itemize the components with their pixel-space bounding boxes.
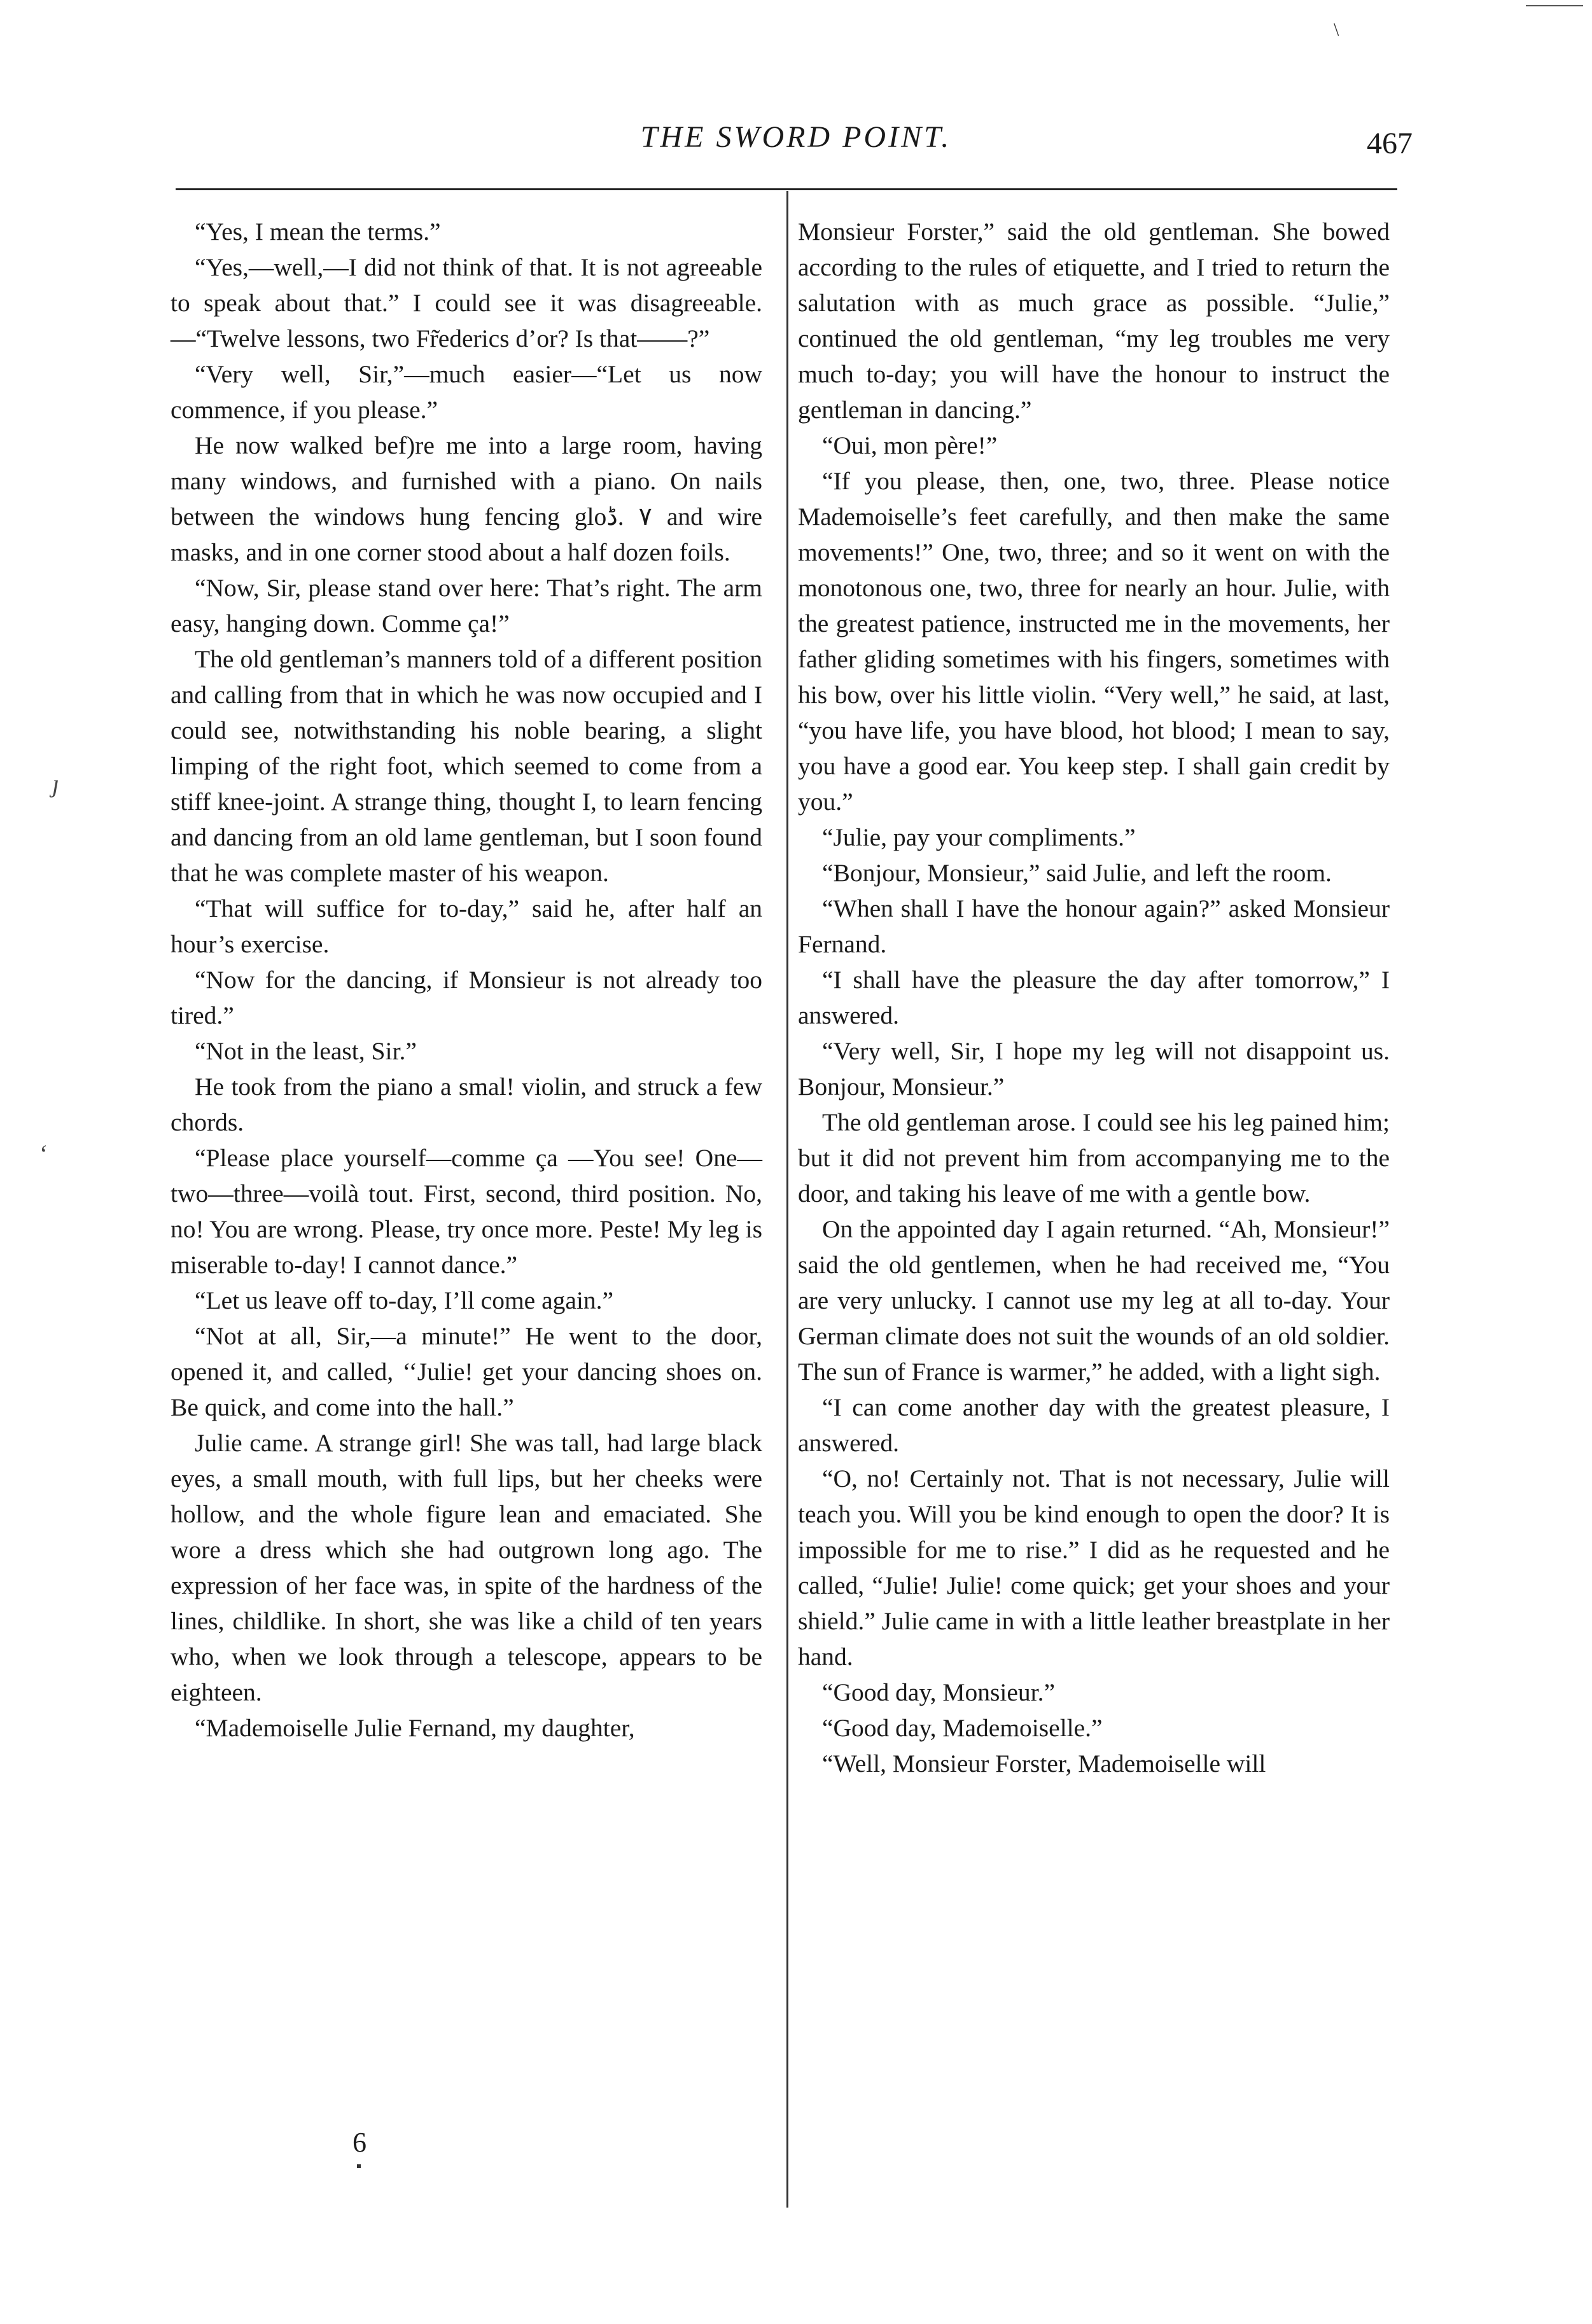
paragraph: The old gentleman’s manners told of a different position and calling from that in which he was now occupied and I could see, notwithstanding his noble bearing, a slight limping of the right foot, which seemed to come from a stiff knee-joint. A strange thing, thought I, to learn fencing and dancing from an old lame gentleman, but I soon found that he was complete master of his weapon.	[171, 645, 762, 887]
paragraph: Julie came. A strange girl! She was tall, had large black eyes, a small mouth, with full lips, but her cheeks were hollow, and the whole figure lean and emaciated. She wore a dress which she had outgrown long ago. The expression of her face was, in spite of the hardness of the lines, childlike. In short, she was like a child of ten years who, when we look through a telescope, appears to be eighteen.	[171, 1429, 762, 1706]
paragraph: “Good day, Monsieur.”	[822, 1678, 1056, 1706]
paragraph: “O, no! Certainly not. That is not necessary, Julie will teach you. Will you be kind enough to open the door? It is impossible for me to rise.” I did as he requested and he called, “Julie! Julie! come quick; get your shoes and your shield.” Julie came in with a little leather breastplate in her hand.	[798, 1465, 1390, 1671]
corner-rule	[1526, 5, 1583, 6]
paragraph: “That will suffice for to-day,” said he, after half an hour’s exercise.	[171, 894, 762, 958]
paragraph: “Not in the least, Sir.”	[195, 1037, 417, 1065]
paragraph: “Yes, I mean the terms.”	[195, 218, 441, 246]
paragraph: “If you please, then, one, two, three. Please notice Mademoiselle’s feet carefully, and then make the same movements!” One, two, three; and so it went on with the monotonous one, two, three for nearly an hour. Julie, with the greatest patience, instructed me in the movements, her father gliding sometimes with his fingers, sometimes with his bow, over his little violin. “Very well,” he said, at last, “you have life, you have blood, hot blood; I mean to say, you have a good ear. You keep step. I shall gain credit by you.”	[798, 467, 1390, 816]
left-column	[171, 214, 762, 1746]
paragraph: “Now, Sir, please stand over here: That’s right. The arm easy, hanging down. Comme ça!”	[171, 574, 762, 637]
paragraph: “When shall I have the honour again?” asked Monsieur Fernand.	[798, 894, 1390, 958]
running-title: THE SWORD POINT.	[640, 120, 952, 154]
paragraph: “Oui, mon père!”	[822, 431, 998, 459]
paragraph: “Julie, pay your compliments.”	[822, 823, 1136, 851]
paragraph: “Yes,—well,—I did not think of that. It is not agreeable to speak about that.” I could see it was disagreeable.—“Twelve lessons, two Fr̃ederics d’or? Is that——?”	[171, 253, 762, 352]
signature-mark: 6	[353, 2127, 367, 2158]
paragraph: The old gentleman arose. I could see his leg pained him; but it did not prevent him from accompanying me to the door, and taking his leave of me with a gentle bow.	[798, 1108, 1390, 1207]
paragraph: “Mademoiselle Julie Fernand, my daughter,	[195, 1714, 635, 1742]
top-tick-mark: \	[1334, 19, 1339, 40]
page-number: 467	[1367, 127, 1413, 160]
paragraph: “Now for the dancing, if Monsieur is not already too tired.”	[171, 966, 762, 1029]
signature-dot	[357, 2164, 361, 2168]
paragraph: “I can come another day with the greatest pleasure, I answered.	[798, 1393, 1390, 1457]
paragraph: “Very well, Sir, I hope my leg will not disappoint us. Bonjour, Monsieur.”	[798, 1037, 1390, 1101]
paragraph: “Very well, Sir,”—much easier—“Let us now commence, if you please.”	[171, 360, 762, 424]
paragraph: “I shall have the pleasure the day after tomorrow,” I answered.	[798, 966, 1390, 1029]
margin-mark-1: ȷ	[52, 769, 60, 798]
paragraph: “Please place yourself—comme ça —You see! One—two—three—voilà tout. First, second, third position. No, no! You are wrong. Please, try once more. Peste! My leg is miserable to-day! I cannot dance.”	[171, 1144, 762, 1279]
paragraph: “Not at all, Sir,—a minute!” He went to the door, opened it, and called, ‘‘Julie! get your dancing shoes on. Be quick, and come into the hall.”	[171, 1322, 762, 1421]
paragraph: Monsieur Forster,” said the old gentleman. She bowed according to the rules of etiquette, and I tried to return the salutation with as much grace as possible. “Julie,” continued the old gentleman, “my leg troubles me very much to-day; you will have the honour to instruct the gentleman in dancing.”	[798, 218, 1390, 424]
column-divider	[786, 191, 788, 2208]
paragraph: On the appointed day I again returned. “Ah, Monsieur!” said the old gentlemen, when he had received me, “You are very unlucky. I cannot use my leg at all to-day. Your German climate does not suit the wounds of an old soldier. The sun of France is warmer,” he added, with a light sigh.	[798, 1215, 1390, 1386]
paragraph: “Good day, Mademoiselle.”	[822, 1714, 1103, 1742]
right-column	[798, 214, 1390, 1781]
header-rule	[176, 188, 1397, 190]
margin-mark-2: ʻ	[38, 1139, 47, 1168]
paragraph: “Well, Monsieur Forster, Mademoiselle will	[822, 1750, 1266, 1778]
paragraph: He took from the piano a smal! violin, and struck a few chords.	[171, 1073, 762, 1136]
paragraph: “Let us leave off to-day, I’ll come again.”	[195, 1286, 614, 1314]
paragraph: “Bonjour, Monsieur,” said Julie, and left the room.	[822, 859, 1332, 887]
paragraph: He now walked bef)re me into a large room, having many windows, and furnished with a piano. On nails between the windows hung fencing glo٧ .ڈ and wire masks, and in one corner stood about a half dozen foils.	[171, 431, 763, 566]
